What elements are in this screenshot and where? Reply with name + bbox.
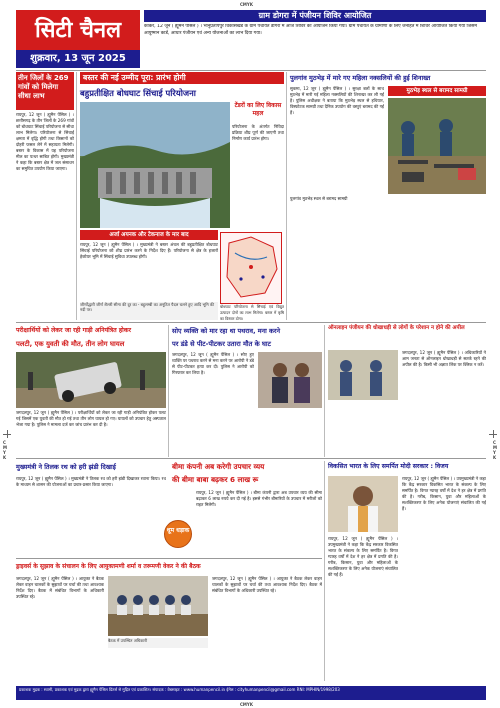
meeting-photo-caption: बैठक में उपस्थित अधिकारी: [108, 638, 208, 648]
naxal-photo: [388, 98, 486, 194]
meeting-photo: [108, 576, 208, 636]
divider: [16, 70, 486, 71]
masthead: [16, 10, 486, 68]
accident-photo: [16, 352, 166, 408]
viksit-text: रायपुर, 12 जून ( ह्यूमैन पेंसिल ) । उपमुख्यमंत्री ने कहा कि केंद्र सरकार विकसित भारत के संकल्प के लिए समर्पित है। विगत ग्यारह वर्षों में देश ने हर क्षेत्र में प्रगति की है। गरीब, किसान, युवा और महिलाओं के सशक्तिकरण के लिए अनेक योजनाएं संचालित की गई हैं।: [402, 476, 486, 511]
lead-text: रायपुर, 12 जून ( ह्यूमैन पेंसिल ) । मुख्यमंत्री ने बस्तर अंचल की बहुप्रतीक्षित बोधघाट सिंचाई परियोजना को शीघ्र प्रारंभ करने के निर्देश दिए हैं। परियोजना से क्षेत्र के हजारों हेक्टेयर भूमि में सिंचाई सुविधा उपलब्ध होगी।: [80, 242, 218, 259]
divider: [16, 558, 322, 559]
drivers-meeting-text: जगदलपुर, 12 जून ( ह्यूमैन पेंसिल ) । आयुक्त ने बैठक लेकर वाहन चालकों के सुझावों पर चर्चा की तथा आवश्यक निर्देश दिए। बैठक में संबंधित विभागों के अधिकारी उपस्थित रहे।: [16, 576, 104, 599]
column-rule: [324, 461, 325, 681]
registration-mark-bottom: CMYK: [240, 702, 253, 707]
map-caption: अर्जा अयनक और टेकनाज के मार बाद: [80, 230, 218, 240]
murder-text: जगदलपुर, 12 जून ( ह्यूमैन पेंसिल ) । सोए हुए व्यक्ति पर पथराव करने से मना करने पर आरोपी ने डंडे से पीट-पीटकर हत्या कर दी। पुलिस ने आरोपी को गिरफ्तार कर लिया है।: [172, 352, 254, 375]
online-fraud-headline: ऑनलाइन पंजीयन की धोखाधड़ी से लोगों के परेशान न होने की अपील: [328, 325, 465, 331]
insurance-headline-1: बीमा कंपनी अब करेगी उपचार व्यय: [172, 462, 265, 471]
naxal-text-continued: पुलगांव मुठभेड़ स्थल से बरामद सामग्री: [290, 196, 348, 201]
viksit-text-left: रायपुर, 12 जून ( ह्यूमैन पेंसिल ) । उपमुख्यमंत्री ने कहा कि केंद्र सरकार विकसित भारत के संकल्प के लिए समर्पित है। विगत ग्यारह वर्षों में देश ने हर क्षेत्र में प्रगति की है। गरीब, किसान, युवा और महिलाओं के सशक्तिकरण के लिए अनेक योजनाएं संचालित की गई हैं।: [328, 536, 398, 577]
imprint-footer: प्रकाशक मुद्रक : स्वामी, प्रकाशक एवं मुद्रक द्वारा ह्यूमैन पेंसिल प्रिंटर्स से मुद्रित एवं प्रकाशित। संपादक : वेबसाइट : www.humanpencil.in ईमेल : cityhumanpencil@gmail.com RNI: MPHIN/1998/203: [16, 686, 486, 700]
registration-mark-right: C M Y K: [493, 440, 497, 460]
issue-date: शुक्रवार, 13 जून 2025: [16, 50, 140, 68]
column-rule: [76, 72, 77, 320]
murder-headline-1: सोए व्यक्ति को मार रहा था पथराव, मना करने: [172, 327, 281, 335]
column-rule: [286, 72, 287, 320]
accident-headline-1: परीक्षार्थियों को लेकर जा रही गाड़ी अनियंत्रित होकर: [16, 327, 132, 334]
lead-headline-1: बस्तर की नई उम्मीद पूरा: प्रारंभ होगी: [80, 72, 284, 84]
crosshair-icon: [3, 430, 11, 438]
tilak-headline: मुख्यमंत्री ने तिलक रथ को हरी झंडी दिखाई: [16, 463, 116, 471]
sidebar-headline: तीन जिलों के 269 गांवों को मिलेगा सीधा लाभ: [16, 72, 74, 110]
drivers-meeting-headline: ड्राइवर्स के सुझाव के संचालन के लिए आयुक्तमणी शर्मा व तरूमणी वेकर ने की बैठक: [16, 563, 201, 570]
newspaper-title: सिटी चैनल: [16, 10, 140, 50]
dam-photo: [80, 102, 230, 228]
insurance-headline-2: की बीमा बाबा बढ़कर 6 लाख रू: [172, 475, 259, 484]
naxal-headline-1: पुलगांव मुठभेड़ में मारे गए महिला नक्सलियों की हुई शिनाख्त: [290, 74, 431, 82]
lead-inset-title: टेंडरों का लिए विकास महल: [234, 102, 282, 117]
naxal-text: सुकमा, 12 जून ( ह्यूमैन पेंसिल ) । सुरक्षा बलों के साथ मुठभेड़ में मारी गई महिला नक्सलियों की शिनाख्त कर ली गई है। पुलिस अधीक्षक ने बताया कि मुठभेड़ स्थल से हथियार, विस्फोटक सामग्री तथा दैनिक उपयोग की वस्तुएं बरामद की गई हैं।: [290, 86, 384, 115]
online-fraud-text: जगदलपुर, 12 जून ( ह्यूमैन पेंसिल ) । अधिकारियों ने आम जनता से ऑनलाइन धोखाधड़ी से सतर्क रहने की अपील की है। किसी भी अज्ञात लिंक पर क्लिक न करें।: [402, 350, 486, 367]
naxal-headline-2: मुठभेड़ स्थल से बरामद सामग्री: [388, 86, 486, 96]
registration-mark-top: CMYK: [240, 2, 253, 7]
dhoom-dhadak-badge: धूम धड़ाक: [164, 520, 192, 548]
top-story-text: कांकेर, 12 जून ( ह्यूमैन पेंसिल ) । भानुप्रतापपुर विकासखंड के ग्राम पंचायत डोगरा में आज शिविर का आयोजन किया गया। ग्राम पंचायत के ग्रामीणों के लिए जनहित में शिविर आयोजित किया गया जिसमें आयुष्मान कार्ड, आधार पंजीयन एवं अन्य योजनाओं का लाभ दिया गया।: [144, 24, 478, 36]
map-text: बोधघाट परियोजना से सिंचाई एवं विद्युत उत्पादन दोनों का लाभ मिलेगा। बस्तर में कृषि का विस्तार होगा।: [220, 304, 284, 320]
paddy-photo: [328, 350, 398, 400]
accident-text: जगदलपुर, 12 जून ( ह्यूमैन पेंसिल ) । परीक्षार्थियों को लेकर जा रही गाड़ी अनियंत्रित होकर पलट गई जिसमें एक युवती की मौत हो गई तथा तीन लोग घायल हो गए। घायलों को उपचार हेतु अस्पताल भेजा गया है। पुलिस ने मामला दर्ज कर जांच प्रारंभ कर दी है।: [16, 410, 166, 427]
divider: [16, 458, 486, 459]
lead-headline-2: बहुप्रतीक्षित बोधघाट सिंचाई परियोजना: [80, 88, 196, 98]
column-rule: [168, 325, 169, 457]
divider: [16, 322, 486, 323]
registration-mark-left: C M Y K: [3, 440, 7, 460]
accused-photo: [258, 352, 322, 408]
column-rule: [324, 325, 325, 457]
tilak-text: रायपुर, 12 जून ( ह्यूमैन पेंसिल ) । मुख्यमंत्री ने तिलक रथ को हरी झंडी दिखाकर रवाना किया। रथ के माध्यम से शासन की योजनाओं का प्रचार-प्रसार किया जाएगा।: [16, 476, 166, 487]
bottom-lead-caption: जीर्णोद्धारी जीर्ण शैलरी सीमा की दूर का - बहुलम्बी का अनूठित पैदल चलने हुए आदि भूमि की नदी पर।: [80, 302, 218, 320]
murder-headline-2: पर डंडे से पीट-पीटकर उतारा मौत के घाट: [172, 340, 271, 348]
drivers-meeting-text-2: जगदलपुर, 12 जून ( ह्यूमैन पेंसिल ) । आयुक्त ने बैठक लेकर वाहन चालकों के सुझावों पर चर्चा की तथा आवश्यक निर्देश दिए। बैठक में संबंधित विभागों के अधिकारी उपस्थित रहे।: [212, 576, 322, 593]
accident-headline-2: पलटी, एक युवती की मौत, तीन लोग घायल: [16, 340, 125, 348]
lead-inset-text: परियोजना के अंतर्गत निविदा प्रक्रिया शीघ्र पूर्ण की जाएगी तथा निर्माण कार्य प्रारंभ होगा।: [232, 124, 284, 141]
top-headline: ग्राम डोगरा में पंजीयन शिविर आयोजित: [144, 10, 486, 22]
map-graphic: [220, 232, 282, 304]
viksit-headline: विकसित भारत के लिए समर्पित मोदी सरकार : विजय: [328, 463, 449, 470]
crosshair-icon: [489, 430, 497, 438]
insurance-text: रायपुर, 12 जून ( ह्यूमैन पेंसिल ) । बीमा कंपनी द्वारा अब उपचार व्यय की सीमा बढ़ाकर 6 लाख रुपये कर दी गई है। इससे गंभीर बीमारियों के उपचार में मरीजों को राहत मिलेगी।: [196, 490, 322, 507]
minister-photo: [328, 476, 398, 532]
sidebar-text: रायपुर, 12 जून ( ह्यूमैन पेंसिल ) । छत्तीसगढ़ के तीन जिलों के 269 गांवों को बोधघाट सिंचाई परियोजना से सीधा लाभ मिलेगा। परियोजना से सिंचाई क्षमता में वृद्धि होगी तथा किसानों को दोहरी फसल लेने में सहायता मिलेगी। बस्तर के विकास में यह परियोजना मील का पत्थर साबित होगी। मुख्यमंत्री ने कहा कि बस्तर क्षेत्र में जल संसाधन का समुचित उपयोग किया जाएगा।: [16, 112, 74, 171]
